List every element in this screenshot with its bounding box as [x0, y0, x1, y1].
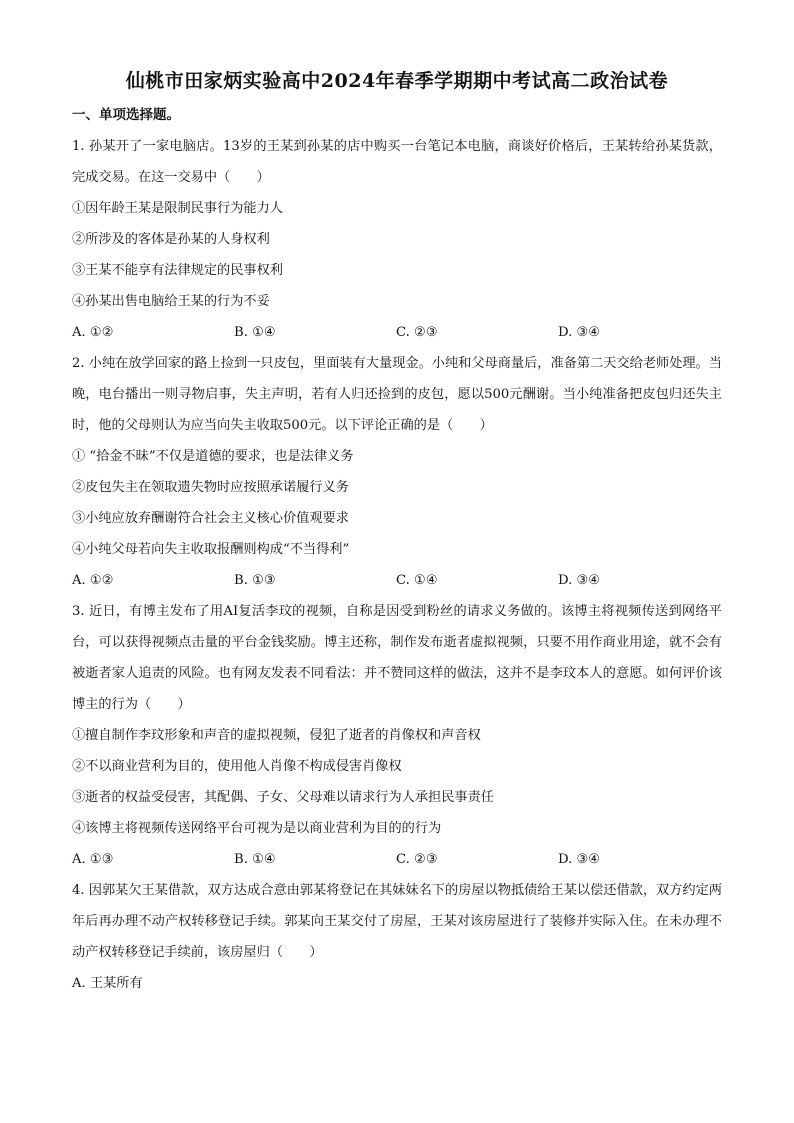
question-3-statement-4: ④该博主将视频传送网络平台可视为是以商业营利为目的的行为 — [72, 821, 442, 836]
question-3-choice-b: B. ①④ — [234, 852, 276, 867]
question-1-choice-b: B. ①④ — [234, 325, 276, 340]
question-3-choice-c: C. ②③ — [396, 852, 438, 867]
question-1-choices — [72, 317, 722, 348]
question-2-choice-b: B. ①③ — [234, 573, 276, 588]
question-1-statement-3: ③王某不能享有法律规定的民事权利 — [72, 263, 283, 278]
question-2-statement-3: ③小纯应放弃酬谢符合社会主义核心价值观要求 — [72, 511, 349, 526]
question-2 — [72, 348, 722, 596]
question-4-stem: 4. 因郭某欠王某借款，双方达成合意由郭某将登记在其妹妹名下的房屋以物抵债给王某以偿还借款，双方约定两年后再办理不动产权转移登记手续。郭某向王某交付了房屋，王某对该房屋进行了装修并实际入住。在未办理不动产权转移登记手续前，该房屋归（ ） — [72, 883, 722, 960]
question-2-statement-1: ① “拾金不昧”不仅是道德的要求，也是法律义务 — [72, 449, 354, 464]
exam-page — [72, 66, 722, 999]
question-1-choice-a: A. ①② — [72, 325, 114, 340]
question-2-stem: 2. 小纯在放学回家的路上捡到一只皮包，里面装有大量现金。小纯和父母商量后，准备第二天交给老师处理。当晚，电台播出一则寻物启事，失主声明，若有人归还捡到的皮包，愿以500元酬谢。当小纯准备把皮包归还失主时，他的父母则认为应当向失主收取500元。以下评论正确的是（ ） — [72, 356, 722, 433]
question-3-statement-2: ②不以商业营利为目的，使用他人肖像不构成侵害肖像权 — [72, 759, 402, 774]
question-4-choice-a: A. 王某所有 — [72, 976, 143, 991]
question-1-choice-c: C. ②③ — [396, 325, 438, 340]
question-2-choice-d: D. ③④ — [558, 573, 601, 588]
page-title: 仙桃市田家炳实验高中2024年春季学期期中考试高二政治试卷 — [125, 70, 669, 92]
question-1-choice-d: D. ③④ — [558, 325, 601, 340]
question-3-choice-a: A. ①③ — [72, 852, 114, 867]
question-3-choices — [72, 844, 722, 875]
question-3 — [72, 596, 722, 875]
question-3-choice-d: D. ③④ — [558, 852, 601, 867]
question-3-statement-1: ①擅自制作李玟形象和声音的虚拟视频，侵犯了逝者的肖像权和声音权 — [72, 728, 481, 743]
question-1 — [72, 131, 722, 348]
question-1-statement-4: ④孙某出售电脑给王某的行为不妥 — [72, 294, 270, 309]
section-heading: 一、单项选择题。 — [72, 107, 180, 123]
question-2-statement-2: ②皮包失主在领取遗失物时应按照承诺履行义务 — [72, 480, 349, 495]
question-4 — [72, 875, 722, 999]
question-1-statement-2: ②所涉及的客体是孙某的人身权利 — [72, 232, 270, 247]
question-3-stem: 3. 近日，有博主发布了用AI复活李玟的视频，自称是因受到粉丝的请求义务做的。该博主将视频传送到网络平台，可以获得视频点击量的平台金钱奖励。博主还称，制作发布逝者虚拟视频，只要不用作商业用途，就不会有被逝者家人追责的风险。也有网友发表不同看法：并不赞同这样的做法，这并不是李玟本人的意愿。如何评价该博主的行为（ ） — [72, 604, 722, 712]
question-2-statement-4: ④小纯父母若向失主收取报酬则构成“不当得利” — [72, 542, 350, 557]
question-2-choice-a: A. ①② — [72, 573, 114, 588]
question-1-stem: 1. 孙某开了一家电脑店。13岁的王某到孙某的店中购买一台笔记本电脑，商谈好价格后，王某转给孙某货款，完成交易。在这一交易中（ ） — [72, 139, 722, 185]
question-2-choices — [72, 565, 722, 596]
question-3-statement-3: ③逝者的权益受侵害，其配偶、子女、父母难以请求行为人承担民事责任 — [72, 790, 494, 805]
question-1-statement-1: ①因年龄王某是限制民事行为能力人 — [72, 201, 283, 216]
question-2-choice-c: C. ①④ — [396, 573, 438, 588]
